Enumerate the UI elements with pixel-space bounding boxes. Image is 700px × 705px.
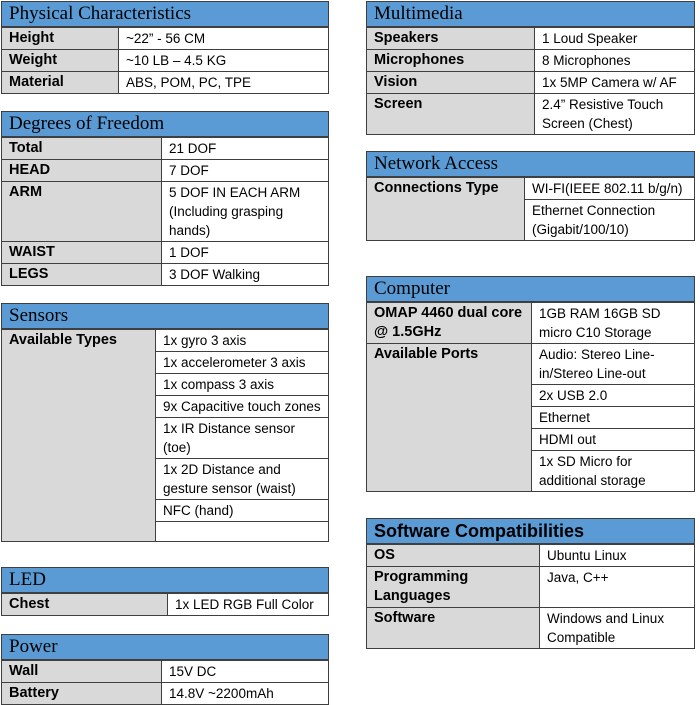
sensors-table — [1, 329, 329, 542]
port-item: 1x SD Micro for additional storage — [532, 451, 695, 492]
port-item: 2x USB 2.0 — [532, 385, 695, 407]
sensor-item: 1x gyro 3 axis — [156, 330, 329, 352]
sensor-item: 1x accelerometer 3 axis — [156, 352, 329, 374]
spec-value: Java, C++ — [540, 567, 695, 608]
spec-value: 21 DOF — [162, 138, 329, 160]
table-row — [367, 72, 695, 94]
spec-value: 7 DOF — [162, 160, 329, 182]
table-row — [2, 72, 329, 94]
sensor-item: 1x IR Distance sensor (toe) — [156, 418, 329, 459]
software-compatibilities-section — [366, 518, 695, 649]
led-table — [1, 593, 329, 616]
degrees-of-freedom-section — [1, 111, 329, 286]
spec-value: ~10 LB – 4.5 KG — [119, 50, 329, 72]
spec-value: 1x 5MP Camera w/ AF — [535, 72, 695, 94]
table-row — [367, 344, 695, 385]
sensors-section — [1, 303, 329, 542]
spec-key: Wall — [2, 661, 162, 683]
spec-value: 1GB RAM 16GB SD micro C10 Storage — [532, 303, 695, 344]
degrees-of-freedom-title: Degrees of Freedom — [1, 111, 329, 137]
table-row — [2, 594, 329, 616]
multimedia-title: Multimedia — [366, 1, 695, 27]
spec-key: Programming Languages — [367, 567, 540, 608]
software-compatibilities-table — [366, 544, 695, 649]
computer-table — [366, 302, 695, 492]
empty-cell — [156, 522, 329, 542]
table-row — [2, 264, 329, 286]
table-row — [2, 330, 329, 352]
sensor-item: 9x Capacitive touch zones — [156, 396, 329, 418]
spec-key: Screen — [367, 94, 535, 135]
table-row — [367, 50, 695, 72]
software-compatibilities-title: Software Compatibilities — [366, 518, 695, 544]
spec-value: 5 DOF IN EACH ARM (Including grasping hands) — [162, 182, 329, 242]
spec-key: Battery — [2, 683, 162, 705]
sensors-title: Sensors — [1, 303, 329, 329]
table-row — [2, 182, 329, 242]
spec-value: 8 Microphones — [535, 50, 695, 72]
spec-key: Weight — [2, 50, 119, 72]
spec-key: Vision — [367, 72, 535, 94]
table-row — [367, 28, 695, 50]
degrees-of-freedom-table — [1, 137, 329, 286]
table-row — [2, 50, 329, 72]
spec-value: WI-FI(IEEE 802.11 b/g/n) — [525, 178, 695, 200]
table-row — [367, 94, 695, 135]
spec-key: Available Types — [2, 330, 156, 542]
physical-characteristics-section — [1, 1, 329, 94]
spec-value: Windows and Linux Compatible — [540, 608, 695, 649]
sensor-item: 1x 2D Distance and gesture sensor (waist) — [156, 459, 329, 500]
table-row — [367, 608, 695, 649]
port-item: HDMI out — [532, 429, 695, 451]
multimedia-table — [366, 27, 695, 135]
spec-value: ABS, POM, PC, TPE — [119, 72, 329, 94]
table-row — [2, 28, 329, 50]
computer-section — [366, 276, 695, 492]
spec-value: 1 DOF — [162, 242, 329, 264]
spec-value: 15V DC — [162, 661, 329, 683]
spec-key: ARM — [2, 182, 162, 242]
table-row — [367, 178, 695, 200]
computer-title: Computer — [366, 276, 695, 302]
table-row — [2, 160, 329, 182]
power-table — [1, 660, 329, 705]
spec-key: Available Ports — [367, 344, 532, 492]
spec-value: 1x LED RGB Full Color — [168, 594, 329, 616]
spec-value: 3 DOF Walking — [162, 264, 329, 286]
spec-key: OMAP 4460 dual core @ 1.5GHz — [367, 303, 532, 344]
spec-key: Software — [367, 608, 540, 649]
spec-value: Ubuntu Linux — [540, 545, 695, 567]
spec-key: Material — [2, 72, 119, 94]
led-title: LED — [1, 567, 329, 593]
spec-key: WAIST — [2, 242, 162, 264]
physical-characteristics-table — [1, 27, 329, 94]
table-row — [2, 138, 329, 160]
power-title: Power — [1, 634, 329, 660]
port-item: Audio: Stereo Line-in/Stereo Line-out — [532, 344, 695, 385]
spec-key: Microphones — [367, 50, 535, 72]
spec-key: Chest — [2, 594, 168, 616]
physical-characteristics-title: Physical Characteristics — [1, 1, 329, 27]
table-row — [367, 567, 695, 608]
table-row — [2, 242, 329, 264]
spec-key: OS — [367, 545, 540, 567]
spec-key: Speakers — [367, 28, 535, 50]
spec-value: Ethernet Connection (Gigabit/100/10) — [525, 200, 695, 241]
spec-key: HEAD — [2, 160, 162, 182]
spec-value: 14.8V ~2200mAh — [162, 683, 329, 705]
spec-key: Height — [2, 28, 119, 50]
sensor-item: 1x compass 3 axis — [156, 374, 329, 396]
table-row — [367, 303, 695, 344]
sensor-item: NFC (hand) — [156, 500, 329, 522]
spec-key: Total — [2, 138, 162, 160]
network-access-title: Network Access — [366, 151, 695, 177]
spec-value: ~22” - 56 CM — [119, 28, 329, 50]
network-access-table — [366, 177, 695, 241]
led-section — [1, 567, 329, 616]
network-access-section — [366, 151, 695, 241]
spec-key: Connections Type — [367, 178, 525, 241]
spec-key: LEGS — [2, 264, 162, 286]
multimedia-section — [366, 1, 695, 135]
table-row — [367, 545, 695, 567]
table-row — [2, 661, 329, 683]
port-item: Ethernet — [532, 407, 695, 429]
table-row — [2, 683, 329, 705]
power-section — [1, 634, 329, 705]
spec-value: 1 Loud Speaker — [535, 28, 695, 50]
spec-value: 2.4” Resistive Touch Screen (Chest) — [535, 94, 695, 135]
